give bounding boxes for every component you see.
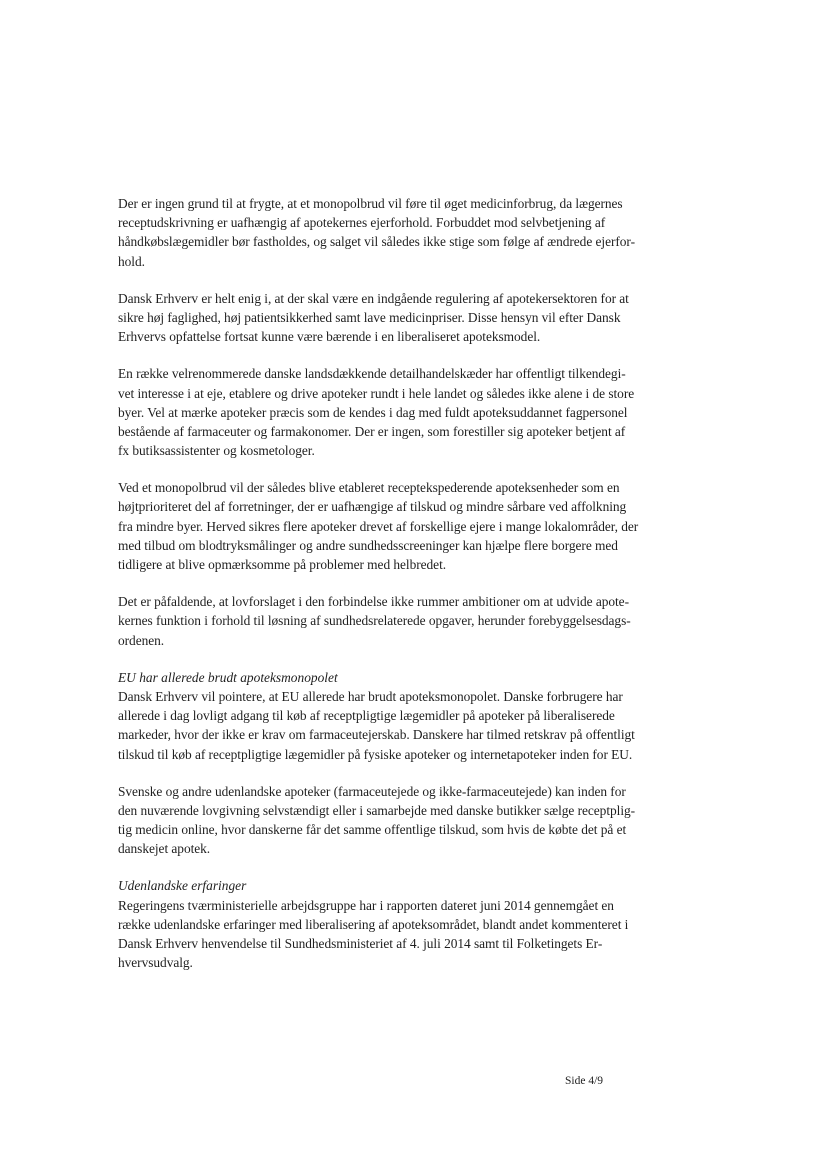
text-line: tidligere at blive opmærksomme på problemer med helbredet. (118, 557, 447, 572)
text-line: med tilbud om blodtryksmålinger og andre sundhedsscreeninger kan hjælpe flere borgere med (118, 537, 618, 553)
text-line: receptudskrivning er uafhængig af apotekernes ejerforhold. Forbuddet mod selvbetjening af (118, 215, 606, 231)
paragraph-spacer (118, 271, 718, 289)
page-number: Side 4/9 (565, 1075, 604, 1087)
text-line: Svenske og andre udenlandske apoteker (farmaceutejede og ikke-farmaceutejede) kan inden for (118, 783, 626, 799)
text-line: Dansk Erhverv vil pointere, at EU allerede har brudt apoteksmonopolet. Danske forbrugere har (118, 688, 623, 704)
text-line: tig medicin online, hvor danskerne får det samme offentlige tilskud, som hvis de købte det på et (118, 822, 627, 838)
text-line: bestående af farmaceuter og farmakonomer. Der er ingen, som forestiller sig apoteker betjent af (118, 423, 626, 439)
paragraph-monopoly-consumption (118, 194, 718, 271)
paragraph-working-group (118, 896, 718, 973)
section-heading-eu: EU har allerede brudt apoteksmonopolet (118, 669, 338, 685)
text-line: markeder, hvor der ikke er krav om farmaceutejerskab. Danskere har tilmed retskrav på offentligt (118, 727, 635, 743)
text-line: danskejet apotek. (118, 841, 211, 857)
text-line: tilskud til køb af receptpligtige lægemidler på fysiske apoteker og internetapoteker inden for EU. (118, 746, 633, 762)
text-line: vet interesse i at eje, etablere og drive apoteker rundt i hele landet og således ikke alene i de store (118, 385, 635, 401)
paragraph-foreign-pharmacies (118, 782, 718, 859)
text-line: Der er ingen grund til at frygte, at et monopolbrud vil føre til øget medicinforbrug, da lægernes (118, 196, 623, 211)
text-line: fra mindre byer. Herved sikres flere apoteker drevet af forskellige ejere i mange lokalområder, der (118, 518, 639, 534)
text-line: Regeringens tværministerielle arbejdsgruppe har i rapporten dateret juni 2014 gennemgået en (118, 897, 614, 913)
section-heading-foreign-experience: Udenlandske erfaringer (118, 878, 247, 894)
text-line: En række velrenommerede danske landsdækkende detailhandelskæder har offentligt tilkendegi- (118, 366, 626, 382)
text-line: den nuværende lovgivning selvstændigt eller i samarbejde med danske butikker sælge receptplig- (118, 802, 636, 818)
text-line: hold. (118, 253, 145, 269)
text-line: Erhvervs opfattelse fortsat kunne være bærende i en liberaliseret apoteksmodel. (118, 329, 541, 345)
text-line: allerede i dag lovligt adgang til køb af receptpligtige lægemidler på apoteker på liberaliserede (118, 708, 615, 724)
paragraph-eu-monopoly (118, 687, 718, 764)
text-line: række udenlandske erfaringer med liberalisering af apoteksområdet, blandt andet kommenteret i (118, 916, 629, 932)
text-line: kernes funktion i forhold til løsning af sundhedsrelaterede opgaver, herunder forebyggelsesdags- (118, 613, 631, 629)
paragraph-monopoly-break (118, 478, 718, 574)
text-line: hvervsudvalg. (118, 955, 193, 971)
paragraph-bill-remark (118, 592, 718, 650)
text-line: sikre høj faglighed, høj patientsikkerhed samt lave medicinpriser. Disse hensyn vil efter Dansk (118, 309, 621, 325)
text-line: Ved et monopolbrud vil der således blive etableret receptekspederende apoteksenheder som en (118, 480, 620, 496)
text-line: ordenen. (118, 632, 165, 648)
text-line: byer. Vel at mærke apoteker præcis som de kendes i dag med fuldt apoteksuddannet fagpersonel (118, 404, 628, 420)
page-body (118, 194, 718, 972)
paragraph-spacer (118, 650, 718, 668)
paragraph-spacer (118, 858, 718, 876)
paragraph-regulation (118, 289, 718, 347)
text-line: håndkøbslægemidler bør fastholdes, og salget vil således ikke stige som følge af ændrede ejerfor- (118, 234, 635, 250)
text-line: Dansk Erhverv henvendelse til Sundhedsministeriet af 4. juli 2014 samt til Folketingets Er- (118, 936, 603, 952)
paragraph-spacer (118, 574, 718, 592)
paragraph-retail-chains (118, 364, 718, 460)
text-line: fx butiksassistenter og kosmetologer. (118, 443, 315, 459)
text-line: Det er påfaldende, at lovforslaget i den forbindelse ikke rummer ambitioner om at udvide apote- (118, 594, 629, 610)
text-line: højtprioriteret del af forretninger, der er uafhængige af tilskud og mindre sårbare ved affolkning (118, 499, 627, 515)
paragraph-spacer (118, 460, 718, 478)
text-line: Dansk Erhverv er helt enig i, at der skal være en indgående regulering af apotekersektoren for at (118, 290, 629, 306)
paragraph-spacer (118, 346, 718, 364)
paragraph-spacer (118, 764, 718, 782)
